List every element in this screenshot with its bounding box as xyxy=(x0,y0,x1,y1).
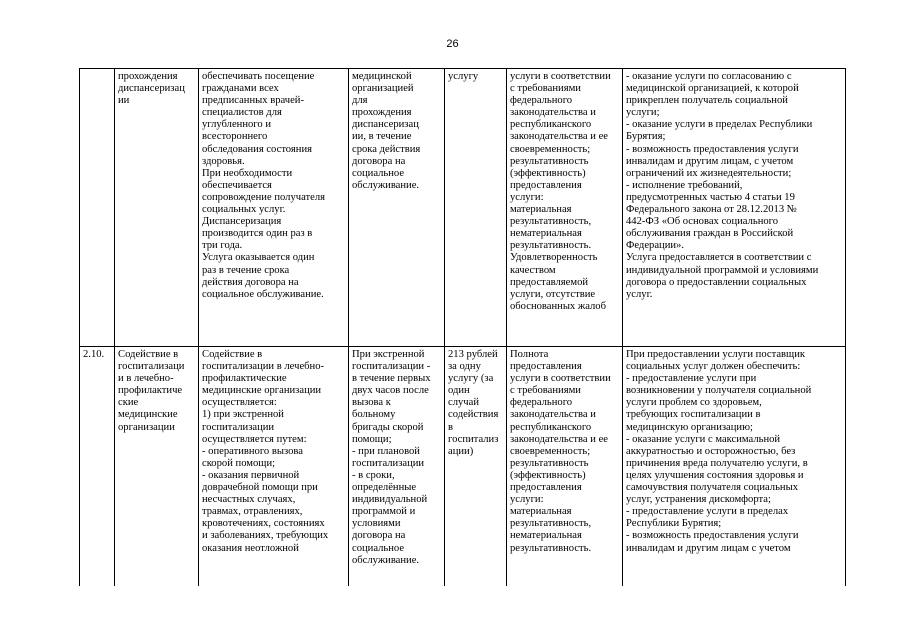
cell-text-line: требующих госпитализации в xyxy=(626,409,761,421)
cell-text-line: Услуга предоставляется в соответствии с xyxy=(626,252,812,264)
cell-text-line: материальная xyxy=(510,506,572,518)
cell-text-line: ии, в течение xyxy=(352,131,412,143)
cell-text-line: организации xyxy=(118,421,175,433)
cell-text-line: осуществляется путем: xyxy=(202,433,307,445)
cell-text-line: аккуратностью и осторожностью, без xyxy=(626,445,796,457)
cell-text-line: договора о предоставлении социальных xyxy=(626,276,807,288)
cell-text-line: услугу xyxy=(448,71,479,82)
cell-text-line: услуги в соответствии xyxy=(510,71,611,82)
cell-text-line: договора на xyxy=(352,530,406,542)
cell-text-line: Услуга оказывается один xyxy=(202,252,315,264)
cell-text-line: здоровья. xyxy=(202,155,245,167)
cell-text-line: медицинские xyxy=(118,409,178,421)
cell-text-line: помощи; xyxy=(352,433,392,445)
cell-text-line: госпитализации - xyxy=(352,361,431,373)
cell-text-line: в xyxy=(448,421,454,433)
cell-text-line: диспансеризац xyxy=(352,119,419,131)
cell-text-line: услуги в соответствии xyxy=(510,373,611,385)
cell-text-line: Республики Бурятия; xyxy=(626,518,722,530)
cell-text-line: услуги: xyxy=(510,191,544,203)
cell-text-line: услуг, устранения дискомфорта; xyxy=(626,494,771,506)
cell-text-line: всестороннего xyxy=(202,131,268,143)
service-name-cell xyxy=(115,69,199,347)
cell-text-line: социальное xyxy=(352,542,405,554)
cell-text-line: Федерации». xyxy=(626,240,684,252)
cell-text-line: профилактиче xyxy=(118,385,183,397)
cell-text-line: своевременность; xyxy=(510,445,591,457)
cell-text-line: (эффективность) xyxy=(510,167,586,179)
quality-indicators-cell xyxy=(507,69,623,347)
cell-text-line: нематериальная xyxy=(510,530,582,542)
cell-text-line: несчастных случаях, xyxy=(202,494,296,506)
services-table xyxy=(79,68,846,587)
cell-text-line: результативность, xyxy=(510,518,592,530)
cell-text-line: федерального xyxy=(510,95,573,107)
cell-text-line: возникновении у получателя социальной xyxy=(626,385,812,397)
cell-text-line: социальное обслуживание. xyxy=(202,288,324,300)
cell-text-line: 1) при экстренной xyxy=(202,409,284,421)
cell-text-line: больному xyxy=(352,409,396,421)
cell-text-line: - исполнение требований, xyxy=(626,179,743,191)
cell-text-line: обоснованных жалоб xyxy=(510,300,606,312)
cell-text-line: При экстренной xyxy=(352,349,425,360)
cell-text-line: материальная xyxy=(510,204,572,216)
cell-text-line: медицинской xyxy=(352,71,412,82)
service-tariff-cell xyxy=(445,347,507,587)
cell-text-line: результативность xyxy=(510,155,589,167)
cell-text-line: доврачебной помощи при xyxy=(202,482,318,494)
cell-text-line: индивидуальной программой и условиями xyxy=(626,264,819,276)
cell-text-line: социальных услуг должен обеспечить: xyxy=(626,361,801,373)
cell-text-line: индивидуальной xyxy=(352,494,428,506)
cell-text-line: условиями xyxy=(352,518,401,530)
cell-text-line: услуги проблем со здоровьем, xyxy=(626,397,762,409)
cell-text-line: обслуживание. xyxy=(352,554,420,566)
cell-text-line: содействия xyxy=(448,409,499,421)
cell-text-line: двух часов после xyxy=(352,385,429,397)
cell-text-line: - возможность предоставления услуги xyxy=(626,530,799,542)
cell-text-line: ации) xyxy=(448,445,474,457)
cell-text-line: 2.10. xyxy=(83,349,105,360)
cell-text-line: и заболеваниях, требующих xyxy=(202,530,329,542)
cell-text-line: причинения вреда получателю услуги, в xyxy=(626,457,808,469)
cell-text-line: результативность, xyxy=(510,216,592,228)
service-timing-cell xyxy=(349,347,445,587)
cell-text-line: прохождения xyxy=(118,71,178,82)
cell-text-line: законодательства и xyxy=(510,409,596,421)
cell-text-line: предоставления xyxy=(510,361,582,373)
cell-text-line: предоставления xyxy=(510,482,582,494)
cell-text-line: Федерального закона от 28.12.2013 № xyxy=(626,204,797,216)
cell-text-line: - оказание услуги с максимальной xyxy=(626,433,781,445)
cell-text-line: углубленного и xyxy=(202,119,271,131)
cell-text-line: госпитализации в лечебно- xyxy=(202,361,325,373)
cell-text-line: - оказание услуги в пределах Республики xyxy=(626,119,813,131)
cell-text-line: социальных услуг. xyxy=(202,204,286,216)
cell-text-line: услуги; xyxy=(626,107,660,119)
cell-text-line: специалистов для xyxy=(202,107,282,119)
service-conditions-cell xyxy=(623,347,846,587)
cell-text-line: инвалидам и другим лицам, с учетом xyxy=(626,155,794,167)
cell-text-line: обслуживания граждан в Российской xyxy=(626,228,794,240)
cell-text-line: законодательства и ее xyxy=(510,433,608,445)
cell-text-line: организацией xyxy=(352,83,414,95)
cell-text-line: раз в течение срока xyxy=(202,264,290,276)
cell-text-line: для xyxy=(352,95,368,107)
cell-text-line: республиканского xyxy=(510,421,592,433)
cell-text-line: результативность. xyxy=(510,240,592,252)
cell-text-line: - в сроки, xyxy=(352,469,395,481)
service-tariff-cell xyxy=(445,69,507,347)
cell-text-line: услугу (за xyxy=(448,373,494,385)
page-number: 26 xyxy=(446,38,459,50)
cell-text-line: обследования состояния xyxy=(202,143,312,155)
cell-text-line: своевременность; xyxy=(510,143,591,155)
cell-text-line: ограничений их жизнедеятельности; xyxy=(626,167,792,179)
cell-text-line: с требованиями xyxy=(510,385,581,397)
cell-text-line: госпитализаци xyxy=(118,361,185,373)
cell-text-line: травмах, отравлениях, xyxy=(202,506,303,518)
service-description-cell xyxy=(199,69,349,347)
cell-text-line: социальное xyxy=(352,167,405,179)
cell-text-line: услуг. xyxy=(626,288,653,300)
cell-text-line: 442-ФЗ «Об основах социального xyxy=(626,216,779,228)
cell-text-line: медицинскую организацию; xyxy=(626,421,753,433)
cell-text-line: госпитализации xyxy=(202,421,275,433)
cell-text-line: срока действия xyxy=(352,143,421,155)
cell-text-line: При предоставлении услуги поставщик xyxy=(626,349,806,360)
cell-text-line: бригады скорой xyxy=(352,421,424,433)
cell-text-line: за одну xyxy=(448,361,481,373)
cell-text-line: с требованиями xyxy=(510,83,581,95)
cell-text-line: вызова к xyxy=(352,397,391,409)
cell-text-line: - оперативного вызова xyxy=(202,445,303,457)
cell-text-line: Диспансеризация xyxy=(202,216,282,228)
cell-text-line: услуги: xyxy=(510,494,544,506)
service-description-cell xyxy=(199,347,349,587)
row-number-cell xyxy=(80,69,115,347)
service-conditions-cell xyxy=(623,69,846,347)
cell-text-line: действия договора на xyxy=(202,276,299,288)
cell-text-line: кровотечениях, состояниях xyxy=(202,518,325,530)
cell-text-line: - оказание услуги по согласованию с xyxy=(626,71,792,82)
cell-text-line: Удовлетворенность xyxy=(510,252,598,264)
cell-text-line: профилактические xyxy=(202,373,287,385)
cell-text-line: качеством xyxy=(510,264,556,276)
cell-text-line: и в лечебно- xyxy=(118,373,174,385)
cell-text-line: предписанных врачей- xyxy=(202,95,304,107)
cell-text-line: предоставления xyxy=(510,179,582,191)
cell-text-line: определённые xyxy=(352,482,417,494)
cell-text-line: ские xyxy=(118,397,139,409)
cell-text-line: сопровождение получателя xyxy=(202,191,325,203)
cell-text-line: прикреплен получатель социальной xyxy=(626,95,788,107)
cell-text-line: предоставляемой xyxy=(510,276,589,288)
row-number-cell xyxy=(80,347,115,587)
cell-text-line: законодательства и ее xyxy=(510,131,608,143)
cell-text-line: осуществляется: xyxy=(202,397,277,409)
cell-text-line: медицинские организации xyxy=(202,385,322,397)
cell-text-line: программой и xyxy=(352,506,416,518)
cell-text-line: самочувствия получателя социальных xyxy=(626,482,798,494)
cell-text-line: нематериальная xyxy=(510,228,582,240)
cell-text-line: законодательства и xyxy=(510,107,596,119)
table-row xyxy=(80,347,846,587)
cell-text-line: Содействие в xyxy=(202,349,263,360)
cell-text-line: Полнота xyxy=(510,349,549,360)
cell-text-line: - возможность предоставления услуги xyxy=(626,143,799,155)
page-bottom-margin xyxy=(0,586,905,640)
service-name-cell xyxy=(115,347,199,587)
quality-indicators-cell xyxy=(507,347,623,587)
cell-text-line: (эффективность) xyxy=(510,469,586,481)
cell-text-line: диспансеризац xyxy=(118,83,185,95)
table-row xyxy=(80,69,846,347)
cell-text-line: предусмотренных частью 4 статьи 19 xyxy=(626,191,795,203)
cell-text-line: гражданами всех xyxy=(202,83,279,95)
cell-text-line: скорой помощи; xyxy=(202,457,276,469)
cell-text-line: обеспечивать посещение xyxy=(202,71,315,82)
cell-text-line: госпитализации xyxy=(352,457,425,469)
cell-text-line: оказания неотложной xyxy=(202,542,299,554)
cell-text-line: федерального xyxy=(510,397,573,409)
cell-text-line: три года. xyxy=(202,240,243,252)
service-timing-cell xyxy=(349,69,445,347)
cell-text-line: производится один раз в xyxy=(202,228,313,240)
cell-text-line: - предоставление услуги при xyxy=(626,373,757,385)
cell-text-line: - предоставление услуги в пределах xyxy=(626,506,789,518)
cell-text-line: обеспечивается xyxy=(202,179,272,191)
cell-text-line: результативность. xyxy=(510,542,592,554)
cell-text-line: случай xyxy=(448,397,479,409)
cell-text-line: При необходимости xyxy=(202,167,293,179)
cell-text-line: в течение первых xyxy=(352,373,431,385)
cell-text-line: медицинской организацией, к которой xyxy=(626,83,799,95)
cell-text-line: прохождения xyxy=(352,107,412,119)
cell-text-line: 213 рублей xyxy=(448,349,498,360)
cell-text-line: республиканского xyxy=(510,119,592,131)
cell-text-line: договора на xyxy=(352,155,406,167)
cell-text-line: Содействие в xyxy=(118,349,179,360)
cell-text-line: инвалидам и другим лицам с учетом xyxy=(626,542,791,554)
cell-text-line: Бурятия; xyxy=(626,131,666,143)
cell-text-line: один xyxy=(448,385,470,397)
cell-text-line: услуги, отсутствие xyxy=(510,288,596,300)
cell-text-line: обслуживание. xyxy=(352,179,420,191)
cell-text-line: - оказания первичной xyxy=(202,469,300,481)
cell-text-line: ии xyxy=(118,95,130,107)
cell-text-line: - при плановой xyxy=(352,445,420,457)
cell-text-line: госпитализ xyxy=(448,433,499,445)
cell-text-line: целях улучшения состояния здоровья и xyxy=(626,469,804,481)
cell-text-line: результативность xyxy=(510,457,589,469)
